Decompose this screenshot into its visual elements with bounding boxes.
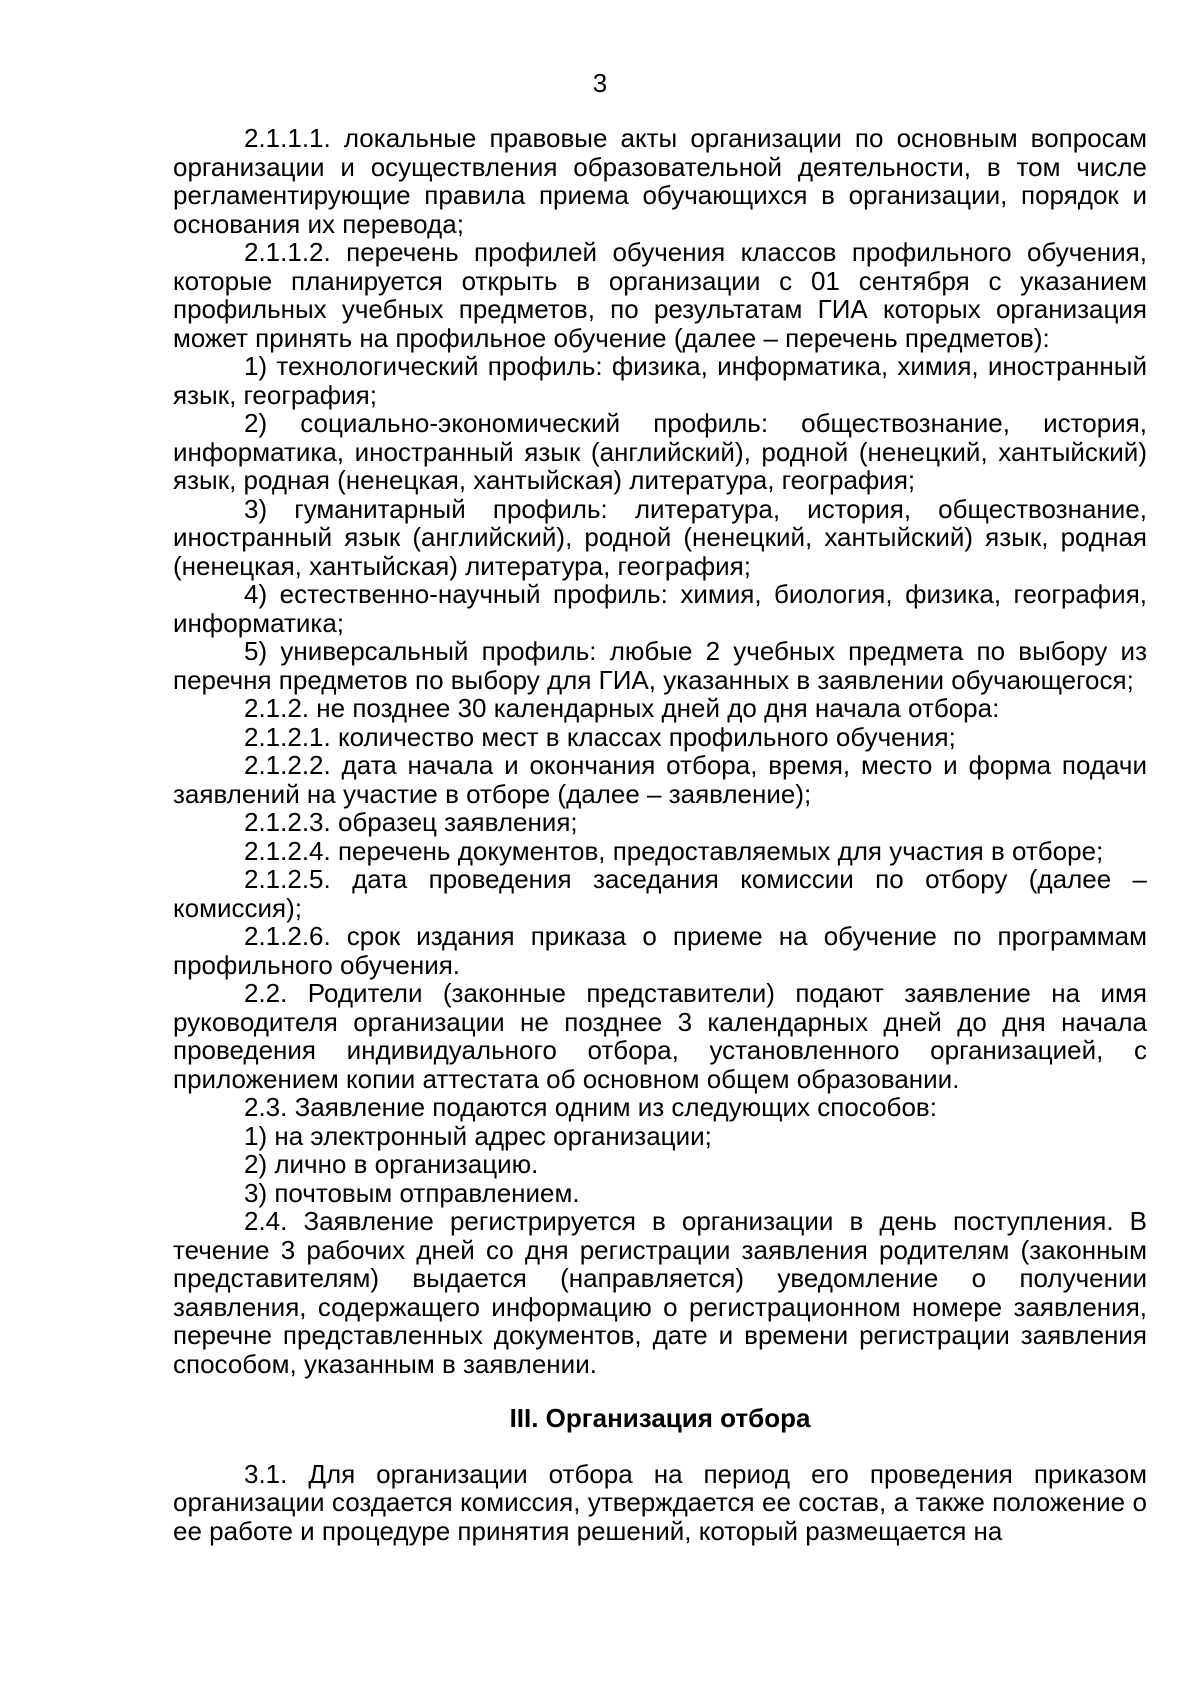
list-item-technological-profile: 1) технологический профиль: физика, информатика, химия, иностранный язык, география; bbox=[173, 351, 1147, 410]
paragraph-2-3: 2.3. Заявление подаются одним из следующих способов: bbox=[244, 1092, 937, 1122]
paragraph-2-1-1-2: 2.1.1.2. перечень профилей обучения классов профильного обучения, которые планируется открыть в организации с 01 сентября с указанием профильных учебных предметов, по результатам ГИА которых организация может принять на профильное обучение (далее – перечень предметов): bbox=[173, 237, 1147, 353]
paragraph-2-1-2-3: 2.1.2.3. образец заявления; bbox=[244, 807, 578, 837]
paragraph-2-4: 2.4. Заявление регистрируется в организации в день поступления. В течение 3 рабочих дней со дня регистрации заявления родителям (законным представителям) выдается (направляется) уведомление о получении заявления, содержащего информацию о регистрационном номере заявления, перечне представленных документов, дате и времени регистрации заявления способом, указанным в заявлении. bbox=[173, 1206, 1147, 1379]
paragraph-2-1-2-4: 2.1.2.4. перечень документов, предоставляемых для участия в отборе; bbox=[244, 835, 1104, 866]
paragraph-2-1-1-1: 2.1.1.1. локальные правовые акты организации по основным вопросам организации и осуществления образовательной деятельности, в том числе регламентирующие правила приема обучающихся в организации, порядок и основания их перевода; bbox=[173, 123, 1147, 239]
list-item-universal-profile: 5) универсальный профиль: любые 2 учебных предмета по выбору из перечня предметов по выбору для ГИА, указанных в заявлении обучающегося; bbox=[173, 636, 1147, 695]
paragraph-2-1-2-2: 2.1.2.2. дата начала и окончания отбора, время, место и форма подачи заявлений на участие в отборе (далее – заявление); bbox=[173, 750, 1147, 809]
list-item-postal: 3) почтовым отправлением. bbox=[244, 1177, 580, 1208]
list-item-in-person: 2) лично в организацию. bbox=[244, 1149, 539, 1179]
list-item-socio-economic-profile: 2) социально-экономический профиль: обществознание, история, информатика, иностранный язык (английский), родной (ненецкий, хантыйский) язык, родная (ненецкая, хантыйская) литература, география; bbox=[173, 408, 1147, 495]
paragraph-3-1: 3.1. Для организации отбора на период его проведения приказом организации создается комиссия, утверждается ее состав, а также положение о ее работе и процедуре принятия решений, который размещается на bbox=[173, 1458, 1147, 1546]
page-number: 3 bbox=[592, 68, 608, 98]
paragraph-2-1-2-5: 2.1.2.5. дата проведения заседания комиссии по отбору (далее – комиссия); bbox=[173, 864, 1147, 923]
document-body bbox=[173, 124, 1147, 1545]
section-heading: III. Организация отбора bbox=[509, 1403, 811, 1433]
paragraph-2-1-2-1: 2.1.2.1. количество мест в классах профильного обучения; bbox=[244, 721, 956, 752]
paragraph-2-1-2: 2.1.2. не позднее 30 календарных дней до дня начала отбора: bbox=[244, 693, 1000, 723]
list-item-natural-science-profile: 4) естественно-научный профиль: химия, биология, физика, география, информатика; bbox=[173, 579, 1147, 638]
paragraph-2-1-2-6: 2.1.2.6. срок издания приказа о приеме на обучение по программам профильного обучения. bbox=[173, 921, 1147, 980]
list-item-email: 1) на электронный адрес организации; bbox=[244, 1120, 712, 1151]
paragraph-2-2: 2.2. Родители (законные представители) подают заявление на имя руководителя организации не позднее 3 календарных дней до дня начала проведения индивидуального отбора, установленного организацией, с приложением копии аттестата об основном общем образовании. bbox=[173, 978, 1147, 1094]
list-item-humanitarian-profile: 3) гуманитарный профиль: литература, история, обществознание, иностранный язык (английский), родной (ненецкий, хантыйский) язык, родная (ненецкая, хантыйская) литература, география; bbox=[173, 493, 1147, 581]
